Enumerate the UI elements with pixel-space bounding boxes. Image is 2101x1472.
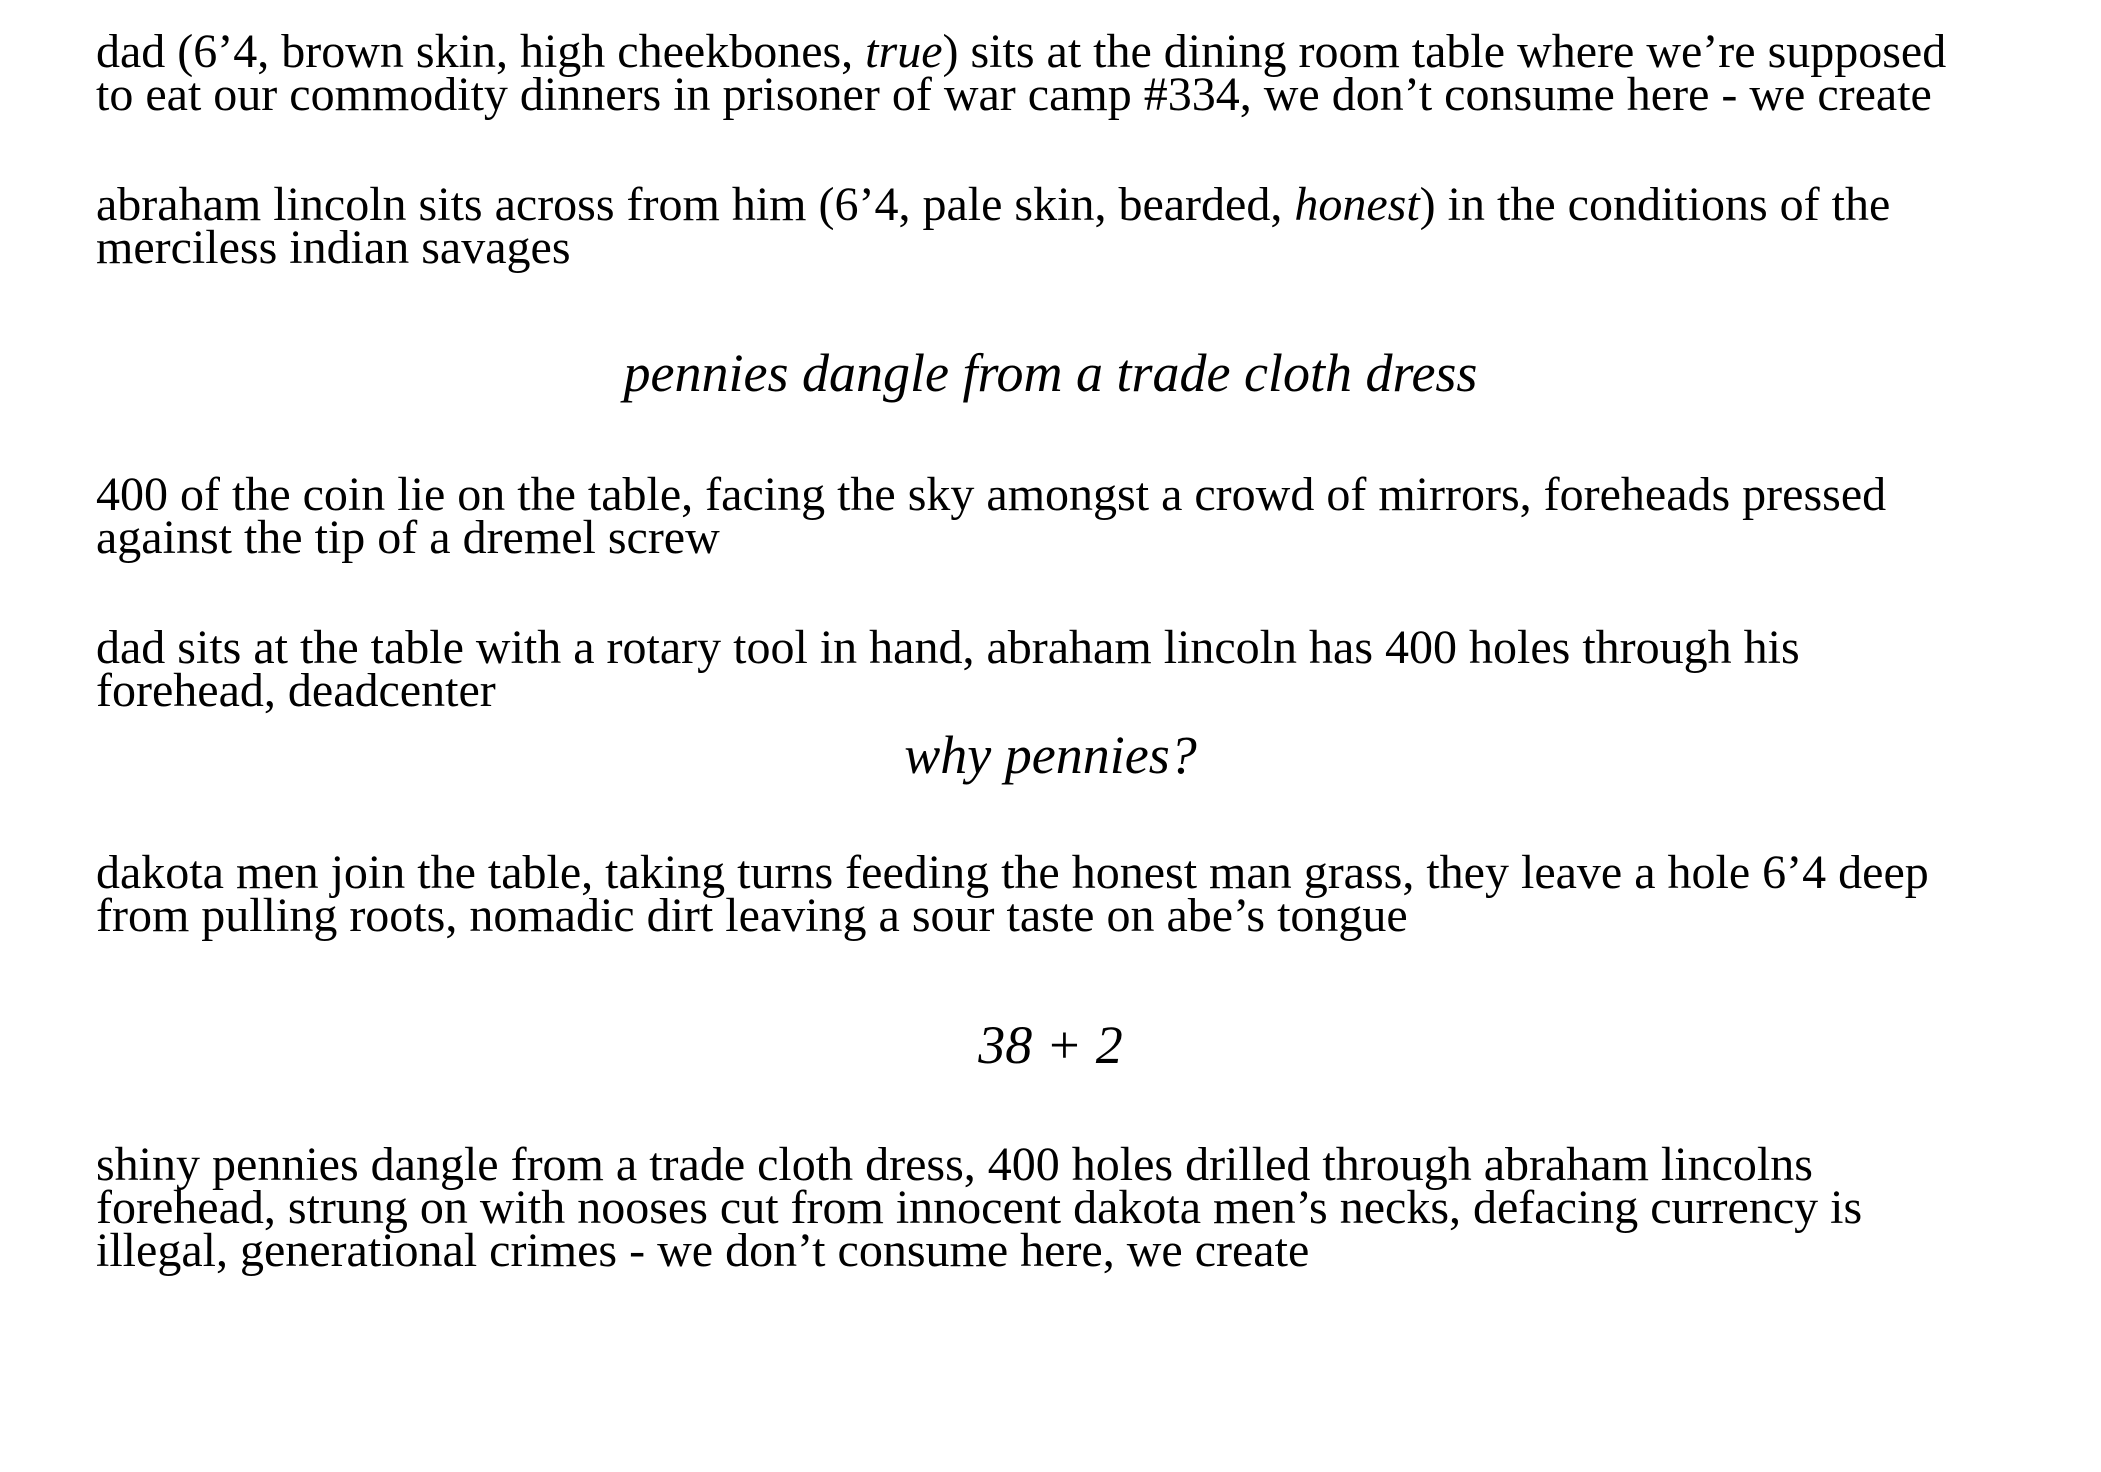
stanza-line: illegal, generational crimes - we don’t consume here, we create	[96, 1224, 1310, 1277]
italic-word: honest	[1294, 178, 1420, 231]
stanza-dakota-men	[96, 846, 2056, 942]
stanza-line: 400 of the coin lie on the table, facing the sky amongst a crowd of mirrors, foreheads pressed	[96, 468, 1887, 521]
stanza-abraham-lincoln	[96, 178, 2056, 274]
stanza-line: to eat our commodity dinners in prisoner of war camp #334, we don’t consume here - we create	[96, 68, 1932, 121]
stanza-line: forehead, strung on with nooses cut from innocent dakota men’s necks, defacing currency is	[96, 1181, 1863, 1234]
stanza-line	[96, 178, 2056, 231]
stanza-line: from pulling roots, nomadic dirt leaving a sour taste on abe’s tongue	[96, 889, 1408, 942]
text-run: ) sits at the dining room table where we’re supposed	[942, 25, 1947, 78]
text-run: dad (6’4, brown skin, high cheekbones,	[96, 25, 866, 78]
text-run: abraham lincoln sits across from him (6’4, pale skin, bearded,	[96, 178, 1295, 231]
italic-word: true	[865, 25, 943, 78]
stanza-line: dad sits at the table with a rotary tool in hand, abraham lincoln has 400 holes through his	[96, 621, 1800, 674]
stanza-line	[96, 25, 2056, 78]
stanza-line: merciless indian savages	[96, 221, 571, 274]
stanza-line: shiny pennies dangle from a trade cloth dress, 400 holes drilled through abraham lincolns	[96, 1138, 1813, 1191]
text-run: ) in the conditions of the	[1419, 178, 1891, 231]
refrain-why-pennies: why pennies?	[904, 725, 1197, 785]
stanza-line: dakota men join the table, taking turns feeding the honest man grass, they leave a hole 6’4 deep	[96, 846, 1929, 899]
stanza-line: against the tip of a dremel screw	[96, 511, 720, 564]
stanza-coins-on-table	[96, 468, 2056, 564]
stanza-shiny-pennies	[96, 1138, 2056, 1277]
stanza-line: forehead, deadcenter	[96, 664, 496, 717]
refrain-pennies-dangle: pennies dangle from a trade cloth dress	[623, 343, 1478, 403]
refrain-38-plus-2: 38 + 2	[978, 1015, 1123, 1075]
stanza-dad-at-table	[96, 25, 2056, 121]
stanza-rotary-tool	[96, 621, 2056, 717]
